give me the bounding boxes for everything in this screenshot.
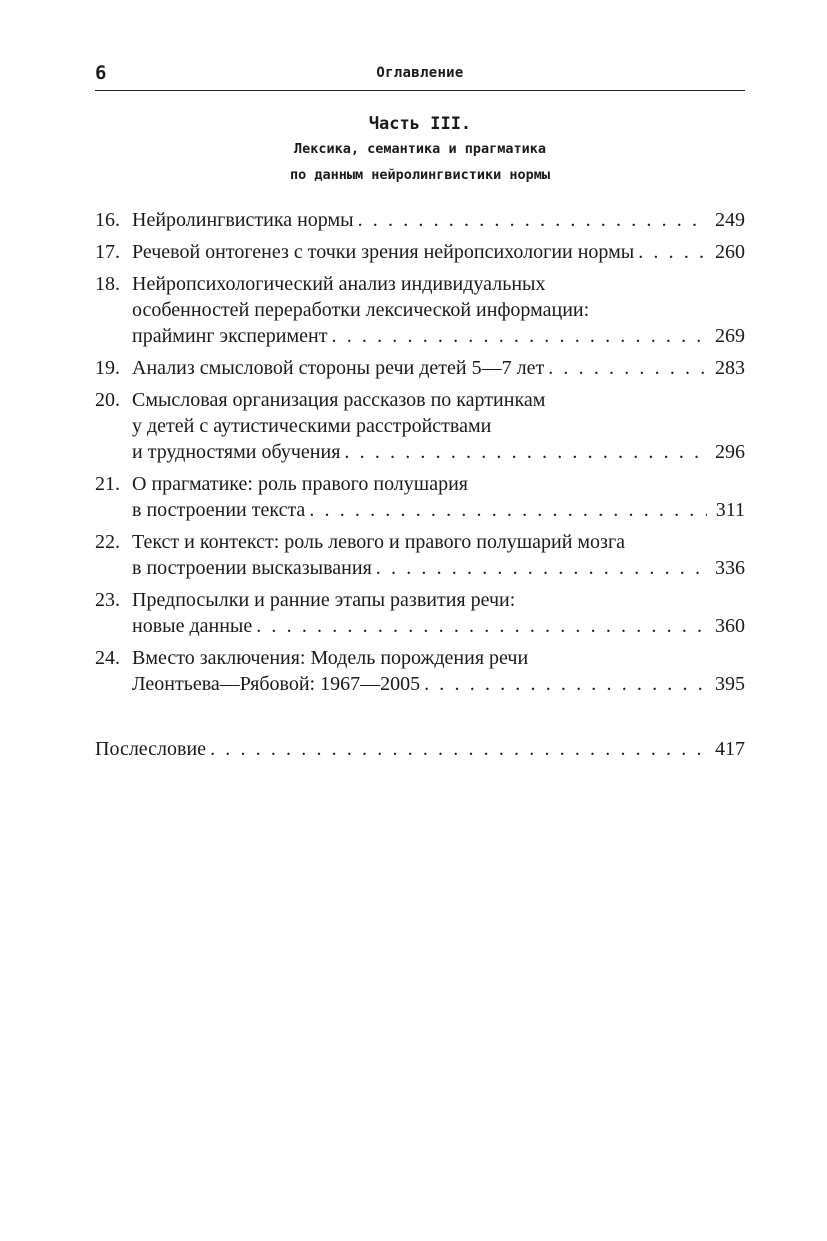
toc-entry-page: 269 — [715, 325, 745, 347]
toc-entry-title-line: в построении высказывания — [132, 557, 372, 579]
afterword-entry[interactable] — [95, 736, 745, 762]
table-of-contents — [95, 207, 745, 703]
toc-entry-title-line: Речевой онтогенез с точки зрения нейропсихологии нормы — [132, 241, 635, 263]
toc-entry-title-line: и трудностями обучения — [132, 441, 341, 463]
toc-entry-number: 22. — [95, 531, 120, 553]
dot-leader — [344, 439, 707, 465]
toc-entry-title-line: Нейропсихологический анализ индивидуальных — [132, 273, 546, 295]
toc-entry-page: 249 — [715, 209, 745, 231]
part-subtitle-line: Лексика, семантика и прагматика — [294, 141, 546, 157]
toc-entry-title-line: у детей с аутистическими расстройствами — [132, 415, 492, 437]
toc-entry-page: 336 — [715, 557, 745, 579]
dot-leader — [210, 736, 707, 762]
toc-entry-number: 16. — [95, 209, 120, 231]
toc-entry-number: 23. — [95, 589, 120, 611]
toc-entry[interactable] — [95, 207, 745, 233]
part-title: Часть III. — [368, 114, 472, 134]
toc-entry-title-line: Анализ смысловой стороны речи детей 5—7 лет — [132, 357, 545, 379]
toc-entry-title-line: прайминг эксперимент — [132, 325, 328, 347]
toc-entry-title-line: Леонтьева—Рябовой: 1967—2005 — [132, 673, 421, 695]
toc-entry-page: 260 — [715, 241, 745, 263]
toc-entry[interactable] — [95, 471, 745, 523]
afterword-page: 417 — [715, 738, 745, 760]
toc-entry-title-line: Предпосылки и ранние этапы развития речи: — [132, 589, 516, 611]
page-number: 6 — [95, 62, 107, 84]
toc-entry-number: 21. — [95, 473, 120, 495]
toc-entry-title-line: О прагматике: роль правого полушария — [132, 473, 468, 495]
toc-entry-number: 17. — [95, 241, 120, 263]
page-header — [95, 60, 745, 91]
toc-entry[interactable] — [95, 239, 745, 265]
toc-entry[interactable] — [95, 529, 745, 581]
toc-entry-title-line: Вместо заключения: Модель порождения речи — [132, 647, 529, 669]
toc-entry-title-line: особенностей переработки лексической информации: — [132, 299, 590, 321]
toc-entry-title-line: Текст и контекст: роль левого и правого полушарий мозга — [132, 531, 626, 553]
toc-entry-number: 18. — [95, 273, 120, 295]
toc-entry[interactable] — [95, 587, 745, 639]
toc-entry-page: 360 — [715, 615, 745, 637]
dot-leader — [638, 239, 707, 265]
toc-entry-number: 24. — [95, 647, 120, 669]
toc-entry-page: 395 — [715, 673, 745, 695]
toc-entry-page: 311 — [715, 499, 745, 521]
toc-entry[interactable] — [95, 645, 745, 697]
dot-leader — [358, 207, 707, 233]
part-subtitle-line: по данным нейролингвистики нормы — [289, 167, 551, 183]
afterword-title: Послесловие — [95, 738, 207, 760]
dot-leader — [256, 613, 707, 639]
toc-entry-number: 20. — [95, 389, 120, 411]
dot-leader — [548, 355, 707, 381]
toc-entry[interactable] — [95, 387, 745, 465]
toc-entry-title-line: Нейролингвистика нормы — [132, 209, 354, 231]
part-heading — [95, 112, 745, 188]
toc-entry-page: 283 — [715, 357, 745, 379]
toc-entry[interactable] — [95, 355, 745, 381]
toc-entry[interactable] — [95, 271, 745, 349]
dot-leader — [332, 323, 708, 349]
dot-leader — [309, 497, 707, 523]
toc-entry-number: 19. — [95, 357, 120, 379]
toc-entry-title-line: в построении текста — [132, 499, 306, 521]
running-head: Оглавление — [376, 65, 464, 81]
toc-entry-title-line: Смысловая организация рассказов по картинкам — [132, 389, 546, 411]
dot-leader — [424, 671, 707, 697]
toc-entry-title-line: новые данные — [132, 615, 253, 637]
dot-leader — [376, 555, 707, 581]
toc-entry-page: 296 — [715, 441, 745, 463]
